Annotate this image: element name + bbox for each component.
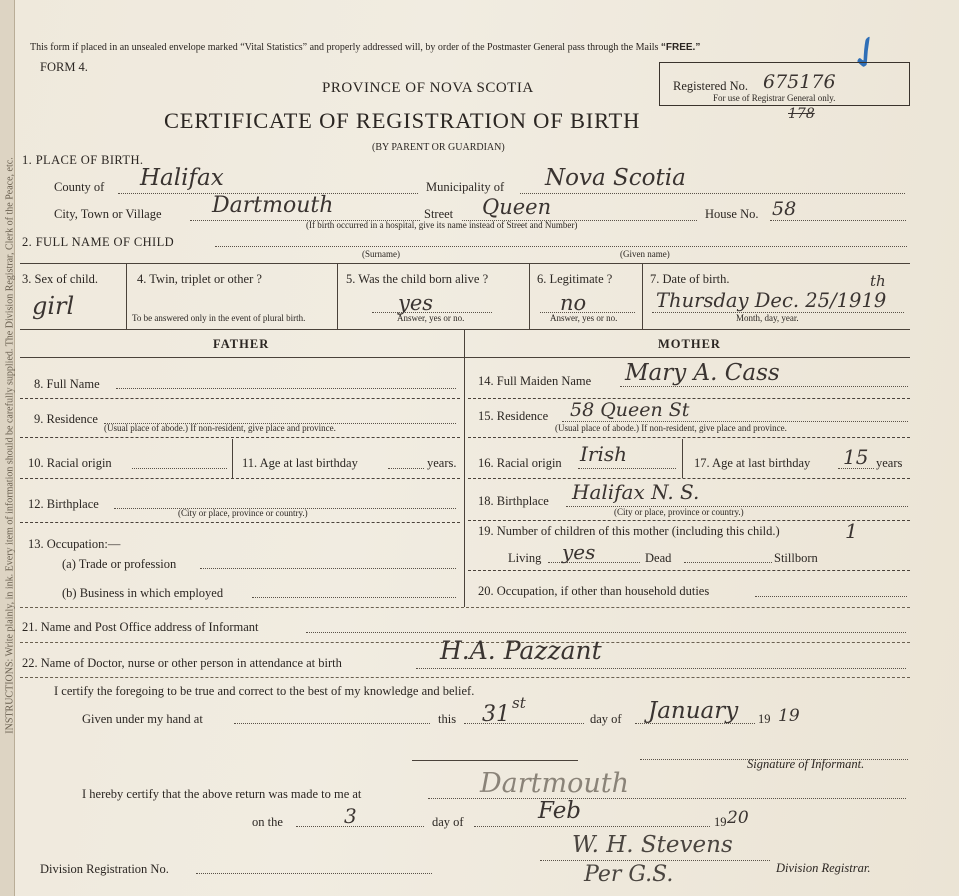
registrar-day-value: 3 <box>344 804 357 828</box>
street-value: Queen <box>482 195 552 219</box>
on-the-label: on the <box>252 815 283 829</box>
mother-age-label: 17. Age at last birthday <box>694 456 811 470</box>
document-title: CERTIFICATE OF REGISTRATION OF BIRTH <box>164 108 641 133</box>
division-number-label: Division Registration No. <box>40 862 169 876</box>
father-business-label: (b) Business in which employed <box>62 586 224 600</box>
county-label: County of <box>54 180 105 194</box>
father-rule-3 <box>20 478 460 479</box>
this-label: this <box>438 712 457 726</box>
mail-notice-free: “FREE.” <box>660 42 701 53</box>
father-name-label: 8. Full Name <box>34 377 100 391</box>
row-top-rule <box>20 263 910 264</box>
mother-maiden-line <box>620 386 908 387</box>
street-label: Street <box>424 207 454 221</box>
given-year-prefix: 19 <box>758 712 771 726</box>
municipality-value: Nova Scotia <box>545 165 686 191</box>
mother-residence-line <box>562 421 908 422</box>
parents-header-rule <box>20 357 910 358</box>
mother-maiden-label: 14. Full Maiden Name <box>478 374 592 388</box>
division-registrar-label: Division Registrar. <box>776 861 871 875</box>
mother-birthplace-label: 18. Birthplace <box>478 494 549 508</box>
row-bottom-rule <box>20 329 910 330</box>
place-of-birth-heading: 1. PLACE OF BIRTH. <box>22 153 144 167</box>
father-name-line <box>116 388 456 389</box>
informant-signature-label: Signature of Informant. <box>747 757 865 771</box>
registrar-month-line <box>474 826 710 827</box>
dob-note: Month, day, year. <box>736 313 799 323</box>
mother-years-label: years <box>876 456 903 470</box>
registrar-place-value: Dartmouth <box>480 768 629 799</box>
legitimate-label: 6. Legitimate ? <box>537 272 613 286</box>
city-value: Dartmouth <box>212 193 334 218</box>
child-name-label: 2. FULL NAME OF CHILD <box>22 235 175 249</box>
mother-rule-5 <box>468 570 910 571</box>
father-business-line <box>252 597 456 598</box>
living-label: Living <box>508 551 542 565</box>
father-birthplace-label: 12. Birthplace <box>28 497 99 511</box>
father-age-label: 11. Age at last birthday <box>242 456 358 470</box>
col-divider-1 <box>126 263 127 329</box>
twin-note: To be answered only in the event of plural birth. <box>132 313 306 323</box>
father-occupation-label: 13. Occupation:— <box>28 537 121 551</box>
mother-age-divider <box>682 439 683 478</box>
father-birthplace-note: (City or place, province or country.) <box>178 508 308 518</box>
father-age-line <box>388 468 424 469</box>
father-residence-note: (Usual place of abode.) If non-resident, give place and province. <box>104 423 336 433</box>
mother-residence-note: (Usual place of abode.) If non-resident, give place and province. <box>555 423 787 433</box>
stillborn-label: Stillborn <box>774 551 818 565</box>
informant-rule-bottom <box>20 677 910 678</box>
dead-line <box>684 562 772 563</box>
mother-birthplace-note: (City or place, province or country.) <box>614 507 744 517</box>
mother-racial-value: Irish <box>580 442 628 466</box>
certify-text: I certify the foregoing to be true and correct to the best of my knowledge and belief. <box>54 684 475 698</box>
mother-rule-2 <box>468 437 910 438</box>
father-trade-line <box>200 568 456 569</box>
registrar-signature: W. H. Stevens <box>572 832 733 858</box>
parents-divider <box>464 329 465 607</box>
registrar-year-prefix: 19 <box>714 815 727 829</box>
living-value: yes <box>562 540 596 564</box>
document-subtitle: (BY PARENT OR GUARDIAN) <box>372 142 505 153</box>
registrar-day-line <box>296 826 424 827</box>
registrar-month-value: Feb <box>538 798 582 824</box>
house-label: House No. <box>705 207 759 221</box>
house-line <box>770 220 906 221</box>
given-label: Given under my hand at <box>82 712 203 726</box>
father-rule-4 <box>20 522 460 523</box>
given-day-suffix: st <box>512 694 526 712</box>
hospital-note: (If birth occurred in a hospital, give its name instead of Street and Number) <box>306 220 578 230</box>
city-label: City, Town or Village <box>54 207 162 221</box>
alive-note: Answer, yes or no. <box>397 313 465 323</box>
dob-superscript: th <box>870 272 886 290</box>
father-rule-1 <box>20 398 460 399</box>
sex-value: girl <box>32 292 75 320</box>
alive-label: 5. Was the child born alive ? <box>346 272 489 286</box>
informant-label: 21. Name and Post Office address of Informant <box>22 620 259 634</box>
signature-divider <box>412 760 578 761</box>
doctor-line <box>416 668 906 669</box>
father-trade-label: (a) Trade or profession <box>62 557 177 571</box>
father-rule-2 <box>20 437 460 438</box>
legitimate-note: Answer, yes or no. <box>550 313 618 323</box>
mother-birthplace-value: Halifax N. S. <box>572 480 700 504</box>
registrar-year-value: 20 <box>727 808 749 828</box>
father-years-label: years. <box>427 456 457 470</box>
province-heading: PROVINCE OF NOVA SCOTIA <box>322 80 534 96</box>
division-number-line <box>196 873 432 874</box>
mother-children-label: 19. Number of children of this mother (including this child.) <box>478 524 780 538</box>
informant-line <box>306 632 906 633</box>
father-racial-label: 10. Racial origin <box>28 456 112 470</box>
form-number: FORM 4. <box>40 60 88 74</box>
registered-label: Registered No. <box>673 79 748 93</box>
margin-instructions: INSTRUCTIONS: Write plainly, in ink. Every item of information should be carefully supplied. The Division Registrar, Clerk of the Peace, etc. <box>4 157 16 734</box>
municipality-line <box>520 193 905 194</box>
mail-notice <box>30 42 700 53</box>
mother-rule-4 <box>468 520 910 521</box>
mother-rule-3 <box>468 478 910 479</box>
mother-age-value: 15 <box>843 445 869 469</box>
father-heading: FATHER <box>213 337 270 351</box>
mother-children-value: 1 <box>845 519 858 543</box>
mother-racial-line <box>578 468 676 469</box>
registrar-initials: Per G.S. <box>584 862 674 887</box>
sex-label: 3. Sex of child. <box>22 272 99 286</box>
dob-label: 7. Date of birth. <box>650 272 730 286</box>
county-value: Halifax <box>140 165 224 191</box>
doctor-value: H.A. Pazzant <box>440 636 602 665</box>
child-name-line <box>215 246 907 247</box>
mother-occupation-label: 20. Occupation, if other than household duties <box>478 584 710 598</box>
father-age-divider <box>232 439 233 478</box>
dead-label: Dead <box>645 551 672 565</box>
given-name-note: (Given name) <box>620 249 670 259</box>
father-residence-label: 9. Residence <box>34 412 98 426</box>
registrar-certify-label: I hereby certify that the above return was made to me at <box>82 787 362 801</box>
mother-residence-value: 58 Queen St <box>570 399 690 421</box>
informant-rule-top <box>20 607 910 608</box>
registrar-day-of-label: day of <box>432 815 464 829</box>
twin-label: 4. Twin, triplet or other ? <box>137 272 262 286</box>
check-mark-icon: ✓ <box>837 22 896 85</box>
registered-number: 675176 <box>763 71 836 93</box>
given-month-value: January <box>648 698 739 724</box>
col-divider-4 <box>642 263 643 329</box>
mother-maiden-value: Mary A. Cass <box>625 360 780 386</box>
mother-heading: MOTHER <box>658 337 721 351</box>
mother-occupation-line <box>755 596 907 597</box>
col-divider-3 <box>529 263 530 329</box>
registrar-signature-line <box>540 860 770 861</box>
doctor-label: 22. Name of Doctor, nurse or other person in attendance at birth <box>22 656 342 670</box>
given-place-line <box>234 723 430 724</box>
given-year-value: 19 <box>778 706 800 726</box>
house-value: 58 <box>772 198 797 220</box>
given-day-of-label: day of <box>590 712 622 726</box>
dob-value: Thursday Dec. 25/1919 <box>656 289 887 312</box>
father-racial-line <box>132 468 227 469</box>
legitimate-value: no <box>560 291 587 315</box>
municipality-label: Municipality of <box>426 180 505 194</box>
mother-residence-label: 15. Residence <box>478 409 549 423</box>
alive-value: yes <box>398 291 434 315</box>
given-day-value: 31 <box>482 702 510 727</box>
registered-note: For use of Registrar General only. <box>713 93 836 103</box>
mother-racial-label: 16. Racial origin <box>478 456 562 470</box>
col-divider-2 <box>337 263 338 329</box>
surname-note: (Surname) <box>362 249 400 259</box>
mail-notice-text: This form if placed in an unsealed envelope marked “Vital Statistics” and properly addressed will, by order of the Postmaster General pass through the Mails <box>30 42 659 53</box>
struck-number: 178 <box>788 106 815 122</box>
